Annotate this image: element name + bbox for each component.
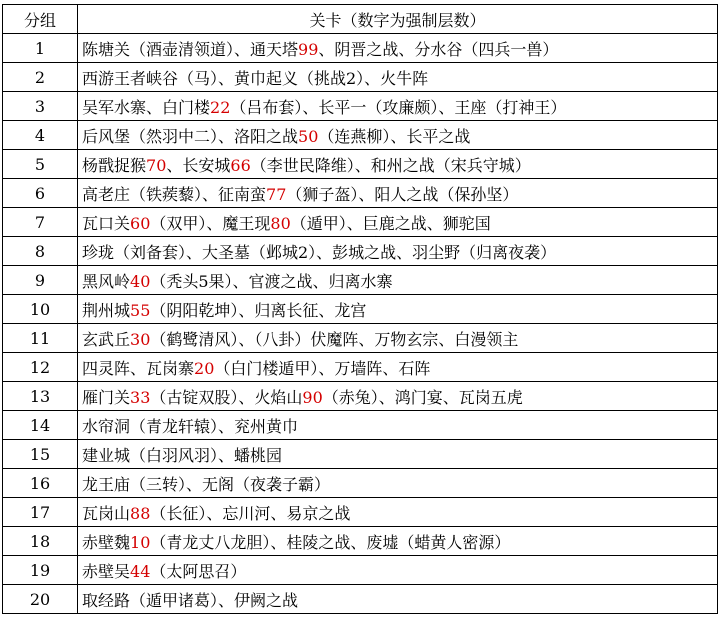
- table-body: [3, 34, 718, 614]
- group-number-cell: 4: [3, 121, 78, 150]
- table-row: [3, 556, 718, 585]
- stage-text: （白门楼遁甲）、万墙阵、石阵: [214, 358, 431, 378]
- stage-text: 四灵阵、瓦岗寨: [82, 358, 195, 378]
- forced-floor-number: 99: [298, 39, 319, 59]
- group-number-cell: 14: [3, 411, 78, 440]
- stage-text: 赤壁吴: [82, 561, 131, 581]
- stages-cell: [78, 34, 718, 63]
- stages-cell: [78, 295, 718, 324]
- forced-floor-number: 77: [266, 184, 287, 204]
- stage-text: 西游王者峡谷（马）、黄巾起义（挑战2）、火牛阵: [82, 68, 429, 88]
- header-row: [3, 5, 718, 34]
- stages-cell: [78, 527, 718, 556]
- stage-text: 建业城（白羽风羽）、蟠桃园: [82, 445, 283, 465]
- table-row: [3, 324, 718, 353]
- stage-text: 高老庄（铁蒺藜）、征南蛮: [82, 184, 267, 204]
- table-row: [3, 63, 718, 92]
- stage-text: （古锭双股）、火焰山: [150, 387, 303, 407]
- stages-cell: [78, 266, 718, 295]
- group-number-cell: 15: [3, 440, 78, 469]
- forced-floor-number: 55: [130, 300, 151, 320]
- stages-cell: [78, 150, 718, 179]
- stages-cell: [78, 324, 718, 353]
- group-number-cell: 20: [3, 585, 78, 614]
- stage-text: 吴军水寨、白门楼: [82, 97, 211, 117]
- forced-floor-number: 33: [130, 387, 151, 407]
- table-row: [3, 266, 718, 295]
- group-number-cell: 8: [3, 237, 78, 266]
- stages-cell: [78, 498, 718, 527]
- group-number-cell: 3: [3, 92, 78, 121]
- stage-text: （秃头5果）、官渡之战、归离水寨: [150, 271, 393, 291]
- stage-text: （李世民降维）、和州之战（宋兵守城）: [250, 155, 531, 175]
- stage-text: 水帘洞（青龙轩辕）、兖州黄巾: [82, 416, 299, 436]
- table-row: [3, 353, 718, 382]
- stage-text: 瓦口关: [82, 213, 131, 233]
- stage-text: 玄武丘: [82, 329, 131, 349]
- stage-text: 取经路（遁甲诸葛）、伊阙之战: [82, 590, 299, 610]
- group-number-cell: 12: [3, 353, 78, 382]
- group-number-cell: 10: [3, 295, 78, 324]
- stages-cell: [78, 208, 718, 237]
- forced-floor-number: 30: [130, 329, 151, 349]
- stage-text: 瓦岗山: [82, 503, 131, 523]
- stage-text: （遁甲）、巨鹿之战、狮驼国: [290, 213, 491, 233]
- stage-text: （吕布套）、长平一（攻廉颇）、王座（打神王）: [230, 97, 567, 117]
- stage-text: （长征）、忘川河、易京之战: [150, 503, 351, 523]
- table-row: [3, 527, 718, 556]
- stage-text: 、长安城: [166, 155, 231, 175]
- table-row: [3, 121, 718, 150]
- stages-cell: [78, 382, 718, 411]
- forced-floor-number: 88: [130, 503, 151, 523]
- stages-cell: [78, 121, 718, 150]
- table-row: [3, 150, 718, 179]
- stages-cell: [78, 440, 718, 469]
- stage-text: 黑风岭: [82, 271, 131, 291]
- group-number-cell: 7: [3, 208, 78, 237]
- table-row: [3, 295, 718, 324]
- forced-floor-number: 22: [210, 97, 231, 117]
- forced-floor-number: 66: [230, 155, 251, 175]
- group-number-cell: 18: [3, 527, 78, 556]
- stages-cell: [78, 179, 718, 208]
- stage-text: 后风堡（然羽中二）、洛阳之战: [82, 126, 299, 146]
- forced-floor-number: 80: [270, 213, 291, 233]
- stages-cell: [78, 63, 718, 92]
- table-row: [3, 440, 718, 469]
- table-row: [3, 92, 718, 121]
- stage-text: 雁门关: [82, 387, 131, 407]
- table-row: [3, 208, 718, 237]
- stage-text: （鹤鹭清风）、（八卦）伏魔阵、万物玄宗、白漫领主: [150, 329, 519, 349]
- table-row: [3, 469, 718, 498]
- group-number-cell: 16: [3, 469, 78, 498]
- forced-floor-number: 90: [302, 387, 323, 407]
- stage-table: [2, 4, 718, 614]
- stage-text: （连燕柳）、长平之战: [318, 126, 471, 146]
- table-row: [3, 34, 718, 63]
- stage-text: 赤壁魏: [82, 532, 131, 552]
- forced-floor-number: 60: [130, 213, 151, 233]
- stages-cell: [78, 92, 718, 121]
- table-row: [3, 585, 718, 614]
- stage-text: 龙王庙（三转）、无阁（夜袭子霸）: [82, 474, 331, 494]
- stages-column-header: 关卡（数字为强制层数）: [78, 5, 718, 34]
- stage-text: 杨戬捉猴: [82, 155, 147, 175]
- table-row: [3, 411, 718, 440]
- stages-cell: [78, 411, 718, 440]
- group-number-cell: 13: [3, 382, 78, 411]
- group-number-cell: 11: [3, 324, 78, 353]
- table-row: [3, 179, 718, 208]
- table-row: [3, 498, 718, 527]
- stages-cell: [78, 237, 718, 266]
- stages-cell: [78, 556, 718, 585]
- forced-floor-number: 10: [130, 532, 151, 552]
- forced-floor-number: 20: [194, 358, 215, 378]
- forced-floor-number: 50: [298, 126, 319, 146]
- stage-text: 陈塘关（酒壶清领道）、通天塔: [82, 39, 299, 59]
- stage-text: 荆州城: [82, 300, 131, 320]
- stage-text: （太阿思召）: [150, 561, 247, 581]
- stage-text: （狮子盔）、阳人之战（保孙坚）: [286, 184, 519, 204]
- stage-text: （赤兔）、鸿门宴、瓦岗五虎: [322, 387, 523, 407]
- stage-text: 、阴晋之战、分水谷（四兵一兽）: [318, 39, 559, 59]
- forced-floor-number: 44: [130, 561, 151, 581]
- group-number-cell: 2: [3, 63, 78, 92]
- table-row: [3, 237, 718, 266]
- stage-text: （阴阳乾坤）、归离长征、龙宫: [150, 300, 367, 320]
- forced-floor-number: 40: [130, 271, 151, 291]
- group-number-cell: 5: [3, 150, 78, 179]
- group-number-cell: 6: [3, 179, 78, 208]
- table-row: [3, 382, 718, 411]
- group-number-cell: 19: [3, 556, 78, 585]
- forced-floor-number: 70: [146, 155, 167, 175]
- group-number-cell: 9: [3, 266, 78, 295]
- group-number-cell: 17: [3, 498, 78, 527]
- stages-cell: [78, 353, 718, 382]
- stage-text: 珍珑（刘备套）、大圣墓（邺城2）、彭城之战、羽尘野（归离夜袭）: [82, 242, 557, 262]
- stage-text: （双甲）、魔王现: [150, 213, 271, 233]
- stage-text: （青龙丈八龙胆）、桂陵之战、废墟（蜡黄人密源）: [150, 532, 511, 552]
- group-column-header: 分组: [3, 5, 78, 34]
- stages-cell: [78, 469, 718, 498]
- stages-cell: [78, 585, 718, 614]
- group-number-cell: 1: [3, 34, 78, 63]
